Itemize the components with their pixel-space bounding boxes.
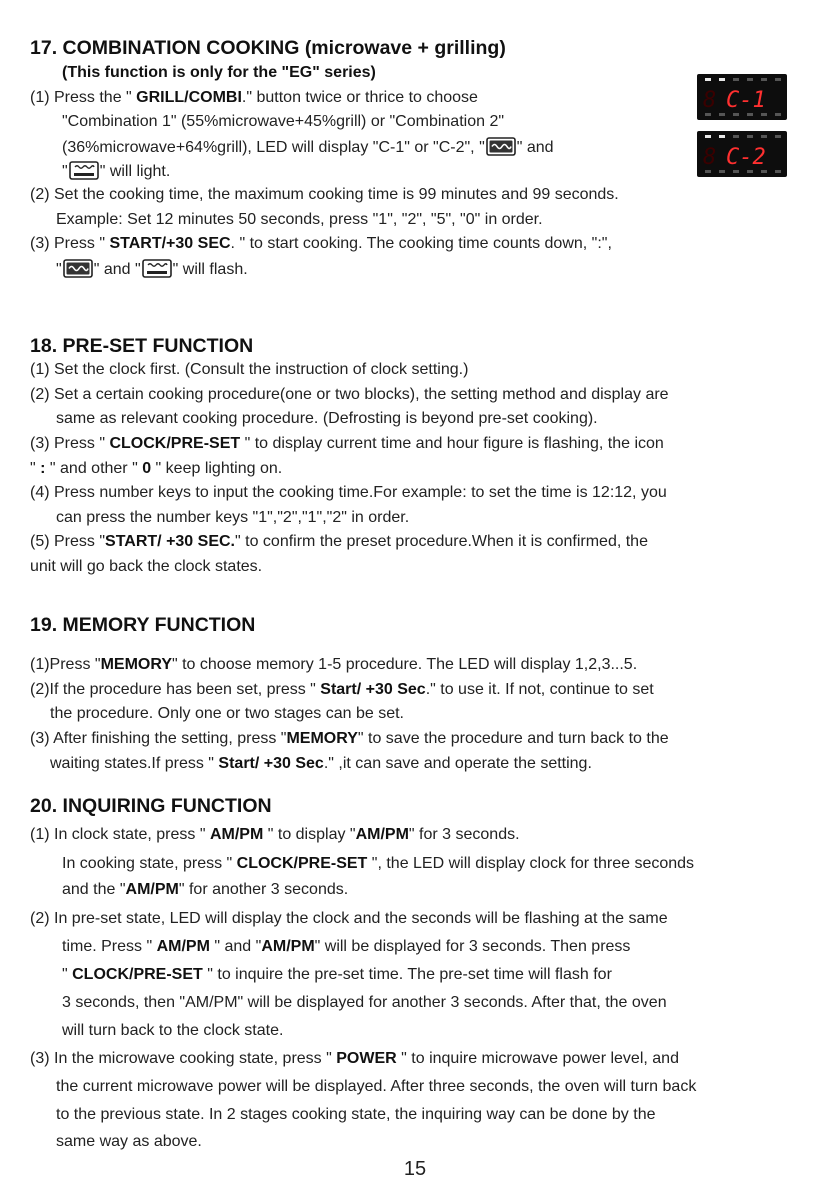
s20-line-11: to the previous state. In 2 stages cooking state, the inquiring way can be done by the <box>56 1106 656 1123</box>
section-17-subtitle: (This function is only for the "EG" series) <box>62 64 376 81</box>
grill-icon <box>142 259 172 278</box>
s17-line-2: "Combination 1" (55%microwave+45%grill) or "Combination 2" <box>62 113 505 130</box>
svg-text:8: 8 <box>703 145 717 170</box>
led-display-c2 <box>697 131 787 177</box>
s18-line-1: (1) Set the clock first. (Consult the instruction of clock setting.) <box>30 361 469 378</box>
s18-line-3: same as relevant cooking procedure. (Defrosting is beyond pre-set cooking). <box>56 410 598 427</box>
section-19-title: 19. MEMORY FUNCTION <box>30 614 256 636</box>
section-18-title: 18. PRE-SET FUNCTION <box>30 335 254 357</box>
s18-line-9: unit will go back the clock states. <box>30 558 263 575</box>
s18-line-5: " : " and other " 0 " keep lighting on. <box>30 460 283 477</box>
grill-icon <box>69 161 99 180</box>
s17-line-3: (36%microwave+64%grill), LED will display "C-1" or "C-2", " " and <box>62 139 554 156</box>
s20-line-5: time. Press " AM/PM " and "AM/PM" will be displayed for 3 seconds. Then press <box>62 938 631 955</box>
display-2-text: C-2 <box>726 145 766 170</box>
s17-line-7: (3) Press " START/+30 SEC. " to start cooking. The cooking time counts down, ":", <box>30 235 612 252</box>
svg-text:8: 8 <box>703 88 717 113</box>
s20-line-3: and the "AM/PM" for another 3 seconds. <box>62 881 349 898</box>
s17-line-6: Example: Set 12 minutes 50 seconds, press "1", "2", "5", "0" in order. <box>56 211 543 228</box>
s19-line-5: waiting states.If press " Start/ +30 Sec." ,it can save and operate the setting. <box>50 755 592 772</box>
s20-line-2: In cooking state, press " CLOCK/PRE-SET ", the LED will display clock for three seconds <box>62 855 695 872</box>
s20-line-6: " CLOCK/PRE-SET " to inquire the pre-set time. The pre-set time will flash for <box>62 966 612 983</box>
s18-line-6: (4) Press number keys to input the cooking time.For example: to set the time is 12:12, you <box>30 484 667 501</box>
s17-line-5: (2) Set the cooking time, the maximum cooking time is 99 minutes and 99 seconds. <box>30 186 619 203</box>
s18-line-4: (3) Press " CLOCK/PRE-SET " to display current time and hour figure is flashing, the icon <box>30 435 664 452</box>
s20-line-8: will turn back to the clock state. <box>62 1022 284 1039</box>
s19-line-4: (3) After finishing the setting, press "MEMORY" to save the procedure and turn back to the <box>30 730 669 747</box>
microwave-wave-icon <box>63 259 93 278</box>
s19-line-1: (1)Press "MEMORY" to choose memory 1-5 procedure. The LED will display 1,2,3...5. <box>30 656 638 673</box>
s19-line-2: (2)If the procedure has been set, press " Start/ +30 Sec." to use it. If not, continue to set <box>30 681 654 698</box>
page-number: 15 <box>403 1158 427 1180</box>
section-17-title: 17. COMBINATION COOKING (microwave + grilling) <box>30 37 506 59</box>
s18-line-2: (2) Set a certain cooking procedure(one or two blocks), the setting method and display are <box>30 386 669 403</box>
s17-line-1: (1) Press the " GRILL/COMBI." button twice or thrice to choose <box>30 89 478 106</box>
s20-line-4: (2) In pre-set state, LED will display the clock and the seconds will be flashing at the same <box>30 910 668 927</box>
s18-line-8: (5) Press "START/ +30 SEC." to confirm the preset procedure.When it is confirmed, the <box>30 533 648 550</box>
s20-line-12: same way as above. <box>56 1133 202 1150</box>
section-20-title: 20. INQUIRING FUNCTION <box>30 795 272 817</box>
display-1-text: C-1 <box>726 88 766 113</box>
s20-line-7: 3 seconds, then "AM/PM" will be displayed for another 3 seconds. After that, the oven <box>62 994 667 1011</box>
s17-line-8: " " and " " will flash. <box>56 261 248 278</box>
s20-line-9: (3) In the microwave cooking state, press " POWER " to inquire microwave power level, and <box>30 1050 679 1067</box>
microwave-wave-icon <box>486 137 516 156</box>
s18-line-7: can press the number keys "1","2","1","2" in order. <box>56 509 410 526</box>
s20-line-1: (1) In clock state, press " AM/PM " to display "AM/PM" for 3 seconds. <box>30 826 520 843</box>
s20-line-10: the current microwave power will be displayed. After three seconds, the oven will turn back <box>56 1078 697 1095</box>
s17-line-4: " " will light. <box>62 163 171 180</box>
s19-line-3: the procedure. Only one or two stages can be set. <box>50 705 404 722</box>
led-display-c1 <box>697 74 787 120</box>
